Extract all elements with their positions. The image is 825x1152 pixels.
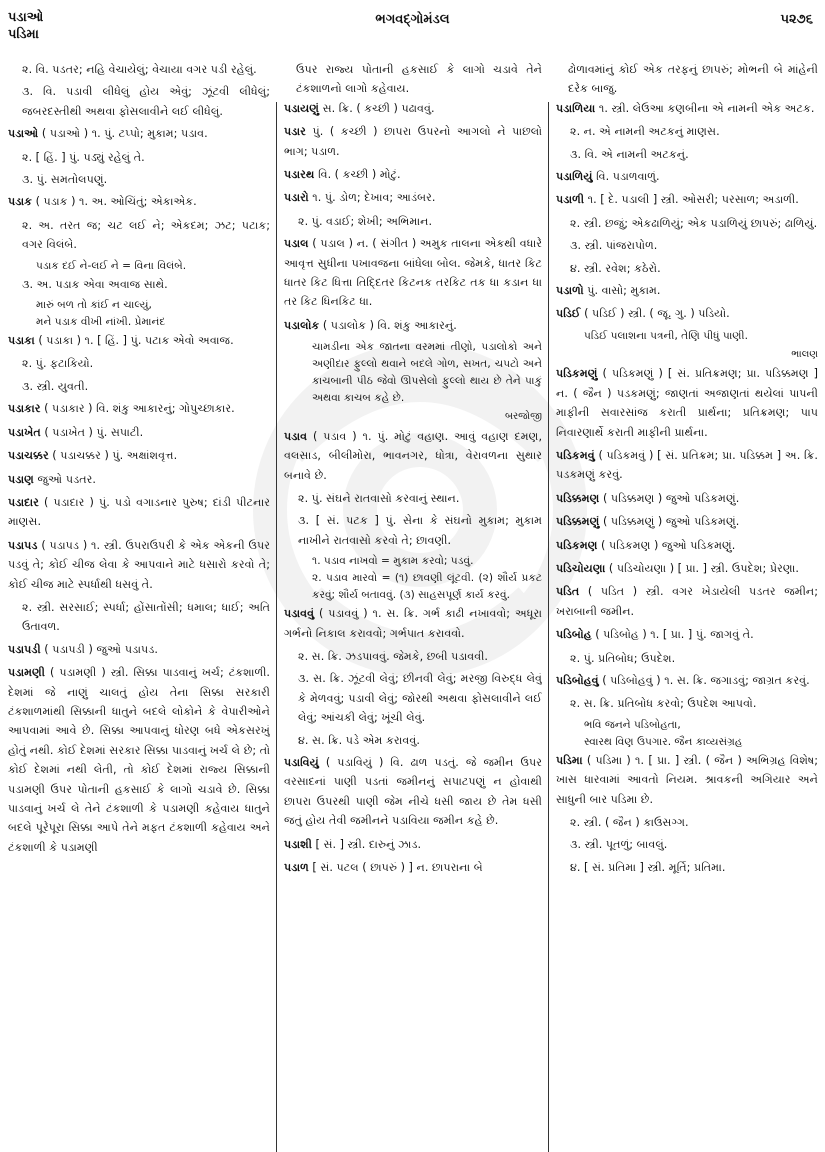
dictionary-entry <box>556 751 818 809</box>
headword: પડિકમવું <box>556 448 595 462</box>
definition: ( પડિત ) સ્ત્રી. વગર ખેડાયેલી પડતર જમીન; ખરાબાની જમીન. <box>556 585 818 618</box>
headword: પડિકમણું <box>556 367 598 381</box>
headword: પડારો <box>284 191 309 205</box>
sense-definition: ૨. વિ. પડતર; નહિ વેચાયેલું; વેચાયા વગર પડી રહેલું. <box>22 63 257 76</box>
headword: પડિબોહ <box>556 628 592 642</box>
dictionary-entry <box>556 625 818 644</box>
definition: વિ. પડાળવાળું. <box>592 170 660 184</box>
dictionary-entry <box>556 559 818 578</box>
dictionary-title: ભગવદ્ગોમંડલ <box>375 12 450 27</box>
dictionary-entry <box>556 364 818 442</box>
dictionary-entry <box>8 423 270 442</box>
sense-definition: ૩. સ. ક્રિ. ઝૂંટવી લેવું; છીનવી લેવું; મરજી વિરુદ્ધ લેવું કે મેળવવું; પડાવી લેવું; જોરથી અથવા ફોસલાવીને લઈ લેવું; આંચકી લેવું; ખૂંચી લેવું. <box>298 672 542 725</box>
definition: પું. વાસો; મુકામ. <box>583 284 661 298</box>
headword: પડાશી <box>284 837 312 851</box>
usage-quote: સ્વારથ વિણ ઉપગાર. જૈન કાવ્યસંગ્રહ <box>584 735 743 748</box>
sense-definition: ૩. સ્ત્રી. પાંજરાપોળ. <box>570 239 658 253</box>
definition: ( પડાપડ ) ૧. સ્ત્રી. ઉપરાઉપરી કે એક એકની ઉપર પડવું તે; કોઈ ચીજ લેવા કે આપવાને માટે ધસારો કરવો તે; કોઈ ચીજ માટે સ્પર્ધાથી ધસવું તે. <box>8 538 270 591</box>
dictionary-entry <box>284 234 542 312</box>
usage-quote: ૧. પડાવ નાખવો = મુકામ કરવો; પડવું. <box>312 555 474 568</box>
definition: ( પડાવવું ) ૧. સ. ક્રિ. ગર્ભ કાઢી નખાવવો; અધૂરા ગર્ભનો નિકાલ કરાવવો; ગર્ભપાત કરાવવો. <box>284 607 542 640</box>
sense-definition: ૨. સ્ત્રી. સરસાઈ; સ્પર્ધા; હોંસાતોંસી; ધમાલ; ધાઈ; અતિ ઉતાવળ. <box>22 600 270 634</box>
guide-word-last: પડિમા <box>8 27 39 42</box>
headword: પડાળો <box>556 284 584 298</box>
definition: ( પડાલ ) ન. ( સંગીત ) અમુક તાલના એકથી વધારે આવૃત્ત સુધીના પખાવજના બાંધેલા બોલ. જેમકે, ધાતર કિટ ધાતર કિટ ધિત્તા તિદ્દિતર કિટનક તરકિટ તક ધા કડાન ધા તર કિટ ધિનકિટ ધા. <box>284 237 542 309</box>
headword: પડાલોક <box>284 318 320 332</box>
dictionary-entry <box>8 663 270 857</box>
definition: ( પડિક્કમણું ) જુઓ પડિકમણું. <box>599 515 740 529</box>
headword: પડિત <box>556 585 580 599</box>
definition: [ સં. ] સ્ત્રી. દારુનું ઝાડ. <box>311 837 422 851</box>
sense-definition: ૪. સ. ક્રિ. પડે એમ કરાવવું. <box>298 733 420 747</box>
dictionary-entry <box>284 188 542 207</box>
dictionary-entry <box>284 604 542 643</box>
usage-quote: મને પડાક વીખી નાંખી. પ્રેમાનંદ <box>36 316 166 329</box>
definition: ( પડિક્કમણ ) જુઓ પડિકમણું. <box>599 491 740 505</box>
column-divider <box>276 102 277 1152</box>
headword: પડિઈ <box>556 307 581 321</box>
dictionary-entry <box>556 304 818 323</box>
headword: પડાવ <box>284 429 308 443</box>
sense-definition: ૨. ન. એ નામની અટકનું માણસ. <box>570 125 720 139</box>
definition: ( પડિમા ) ૧. [ પ્રા. ] સ્ત્રી. ( જૈન ) અભિગ્રહ વિશેષ; ખાસ ધારવામાં આવતો નિયમ. શ્રાવકની અગિયાર અને સાધુની બાર પડિમા છે. <box>556 753 818 806</box>
dictionary-entry <box>8 446 270 465</box>
dictionary-entry <box>8 536 270 594</box>
dictionary-entry <box>284 165 542 184</box>
dictionary-entry <box>8 640 270 659</box>
dictionary-entry <box>556 281 818 300</box>
headword: પડાદાર <box>8 495 39 509</box>
sense-definition: ૨. સ્ત્રી. ( જૈન ) કાઉસગ્ગ. <box>570 816 689 829</box>
column-1 <box>8 60 270 1100</box>
headword: પડારથ <box>284 168 315 182</box>
headword: પડિચોયણા <box>556 561 606 575</box>
page-header <box>0 0 825 50</box>
definition: ( પડાચક્કર ) પું. અક્ષાંશવૃત્ત. <box>48 449 178 463</box>
definition: ( પડાવ ) ૧. પું. મોટું વહાણ. આવું વહાણ દમણ, વલસાડ, બીલીમોરા, ભાવનગર, ધોત્રા, વેરાવળના સુથાર બનાવે છે. <box>284 429 542 482</box>
definition: ( પડામણી ) સ્ત્રી. સિક્કા પાડવાનું ખર્ચ; ટંકશાળી. દેશમાં જે નાણું ચાલતું હોય તેના સિક્કા સરકારી ટંકશાળમાંથી સિક્કાની ધાતુને બદલે લોકોને કે વેપારીઓને આપવામાં આવે છે. સિક્કા આપવાનું ધોરણ બધે એકસરખું હોતું નથી. કોઈ દેશમાં સરકાર સિક્કા પાડવાનું ખર્ચ લે છે; તો કોઈ દેશમાં નથી લેતી, તો કોઈ દેશમાં રાજ્ય સિક્કાની પડામણી ઉપર પોતાની હકસાઈ કે લાગો ચડાવે છે. સિક્કા પાડવાનું ખર્ચ લે તેને ટંકશાળી કે પડામણી કહેવાય ધાતુને બદલે પૂરેપૂરા સિક્કા આપે તેને મફત ટંકશાળી કહેવાય અને ટંકશાળી કે પડામણી <box>8 666 270 854</box>
definition: ( પડિચોયણા ) [ પ્રા. ] સ્ત્રી. ઉપદેશ; પ્રેરણા. <box>605 561 799 575</box>
headword: પડિક્કમણ <box>556 491 600 505</box>
dictionary-entry <box>284 99 542 118</box>
sense-definition: ૨. સ. ક્રિ. ઝડપાવવું. જેમકે, છબી પડાવવી. <box>298 649 488 663</box>
quote-attribution: બરજોજી <box>504 411 542 423</box>
dictionary-entry <box>8 192 270 211</box>
sense-definition: ૪. સ્ત્રી. રવેશ; કઠેરો. <box>570 261 661 275</box>
usage-quote: પડાક દઈ ને-લઈ ને = વિના વિલંબે. <box>36 259 187 272</box>
definition: ( પડાકાર ) વિ. શંકુ આકારનું; ગોપુચ્છાકાર. <box>40 402 235 416</box>
sense-definition: ૩. અ. પડાક એવા અવાજ સાથે. <box>22 277 168 291</box>
definition: વિ. ( કચ્છી ) મોટું. <box>314 168 401 182</box>
definition: જુઓ પડતર. <box>33 472 96 486</box>
dictionary-entry <box>284 427 542 485</box>
dictionary-entry <box>284 316 542 335</box>
headword: પડામણી <box>8 666 45 680</box>
headword: પડાળિયું <box>556 170 593 184</box>
definition: ( પડાક ) ૧. અ. ઓચિંતું; એકાએક. <box>32 195 197 209</box>
definition: ૧. સ્ત્રી. લેઉઆ કણબીના એ નામની એક અટક. <box>595 101 815 115</box>
dictionary-entry <box>556 446 818 485</box>
headword: પડિકમણ <box>556 538 598 552</box>
dictionary-entry <box>8 493 270 532</box>
definition: ( પડિબોહ ) ૧. [ પ્રા. ] પું. જાગવું તે. <box>591 628 754 642</box>
usage-quote: મારું બળ તો કાંઈ ન ચાલ્યું, <box>36 299 152 312</box>
headword: પડાકા <box>8 334 35 348</box>
usage-quote: ૨. પડાવ મારવો = (૧) છાવણી લૂંટવી. (૨) શૌર્ય પ્રકટ કરવું; શૌર્ય બતાવવું. (૩) સાહસપૂર્ણ કાર્ય કરવું. <box>312 572 542 602</box>
page-number: ૫૨૭૬ <box>780 12 813 27</box>
headword: પડાપડી <box>8 642 41 656</box>
sense-definition: ૨. પું. ફટાકિયો. <box>22 357 94 371</box>
headword: પડાચક્કર <box>8 449 49 463</box>
column-2 <box>284 60 542 1100</box>
headword: પડાળી <box>556 193 585 207</box>
headword: પડાઓ <box>8 127 39 141</box>
dictionary-entry <box>8 331 270 350</box>
sense-definition: ૨. [ હિં. ] પું. પડ્યું રહેલું તે. <box>22 150 145 164</box>
quote-attribution: ભાલણ <box>791 348 818 360</box>
headword: પડાણ <box>8 472 34 486</box>
dictionary-entry <box>8 470 270 489</box>
sense-definition: ૩. સ્ત્રી. પૂતળું; બાવલું. <box>570 838 668 852</box>
usage-quote: ભવિ જનને પડિબોહતા, <box>584 718 681 731</box>
sense-definition: ૩. [ સં. પટક ] પું. સેના કે સંઘનો મુકામ; મુકામ નાખીને રાતવાસો કરવો તે; છાવણી. <box>298 514 542 547</box>
dictionary-entry <box>284 122 542 161</box>
dictionary-entry <box>556 582 818 621</box>
definition: [ સં. પટલ ( છાપરું ) ] ન. છાપરાના બે <box>308 861 483 874</box>
sense-definition: ૨. સ્ત્રી. છજું; એકઢાળિયું; એક પડાળિયું છાપરું; ઢાળિયું. <box>570 216 818 230</box>
headword: પડાવવું <box>284 607 315 621</box>
sense-definition: ૩. પું. સમતોલપણું. <box>22 173 108 187</box>
usage-quote: ચામડીના એક જાતના વરમમાં તીણો, પડાલોકો અને અણીદાર ફુલ્લો થવાને બદલે ગોળ, સખત, ચપટો અને કાચબાની પીઠ જેવો ઊપસેલો ફુલ્લો થાય છે તેને પાકું અથવા કાચબ કહે છે. <box>312 341 542 405</box>
definition: ( પડાકા ) ૧. [ હિં. ] પું. પટાક એવો અવાજ. <box>34 334 234 348</box>
headword: પડિબોહવું <box>556 673 599 687</box>
definition: પું. ( કચ્છી ) છાપરા ઉપરનો આગલો ને પાછલો ભાગ; પડાળ. <box>284 125 542 158</box>
definition: ( પડાદાર ) પું. પડો વગાડનાર પુરુષ; દાંડી પીટનાર માણસ. <box>8 495 270 529</box>
dictionary-entry <box>284 858 542 877</box>
definition: ( પડિકમણું ) [ સં. પ્રતિક્રમણ; પ્રા. પડિક્કમણ ] ન. ( જૈન ) પડકમણું; જાણતાં અજાણતાં થયેલાં પાપની માફીની સવારસાંજ કરાતી પ્રાર્થના; પ્રતિક્રમણ; પાપ નિવારણાર્થે કરાતી માફીની પ્રાર્થના. <box>556 367 818 439</box>
definition: સ. ક્રિ. ( કચ્છી ) પઢાવવું. <box>319 101 435 115</box>
definition: ( પડિબોહવું ) ૧. સ. ક્રિ. જગાડવું; જાગ્રત કરવું. <box>598 673 810 687</box>
dictionary-entry <box>556 167 818 186</box>
dictionary-entry <box>556 512 818 531</box>
definition: ( પડાખેત ) પું. સપાટી. <box>40 425 144 439</box>
definition: ૧. પું. ડોળ; દેખાવ; આડંબર. <box>308 191 436 205</box>
dictionary-entry <box>284 753 542 831</box>
sense-definition: ૨. પું. વડાઈ; શેખી; અભિમાન. <box>298 214 433 228</box>
dictionary-entry <box>8 399 270 418</box>
dictionary-entry <box>556 671 818 690</box>
dictionary-entry <box>556 489 818 508</box>
definition: ( પડાઓ ) ૧. પું. ટપ્પો; મુકામ; પડાવ. <box>38 127 208 141</box>
headword: પડાપડ <box>8 538 38 552</box>
definition: ( પડાપડી ) જુઓ પડાપડ. <box>40 642 158 656</box>
dictionary-entry <box>8 124 270 143</box>
continued-text: ઢોળાવમાંનું કોઈ એક તરફનું છાપરું; મોભની બે માંહેની દરેક બાજુ. <box>568 63 818 96</box>
sense-definition: ૪. [ સં. પ્રતિમા ] સ્ત્રી. મૂર્તિ; પ્રતિમા. <box>570 860 726 874</box>
definition: ( પડિકમણ ) જુઓ પડિકમણું. <box>597 538 736 552</box>
sense-definition: ૩. વિ. પડાવી લીધેલું હોય એવું; ઝૂંટવી લીધેલું; જબરદસ્તીથી અથવા ફોસલાવીને લઈ લીધેલું. <box>22 85 270 118</box>
headword: પડિમા <box>556 753 583 767</box>
sense-definition: ૩. સ્ત્રી. યુવતી. <box>22 379 89 393</box>
dictionary-entry <box>556 99 818 118</box>
sense-definition: ૨. પું. સંઘને રાતવાસો કરવાનું સ્થાન. <box>298 491 460 505</box>
dictionary-entry <box>284 835 542 854</box>
guide-word-first: પડાઓ <box>8 10 44 25</box>
column-divider <box>548 102 549 1152</box>
sense-definition: ૨. અ. તરત જ; ચટ લઈ ને; એકદમ; ઝટ; પટાક; વગર વિલંબે. <box>22 218 270 252</box>
definition: ( પડિઈ ) સ્ત્રી. ( જૂ. ગુ. ) પડિયો. <box>580 307 730 321</box>
headword: પડાળિયા <box>556 101 596 115</box>
column-3 <box>556 60 818 1100</box>
definition: ( પડિકમવું ) [ સં. પ્રતિક્રમ; પ્રા. પડિક્કમ ] અ. ક્રિ. પડકમણું કરવું. <box>556 448 818 482</box>
headword: પડાકાર <box>8 402 41 416</box>
headword: પડાવિયું <box>284 755 319 769</box>
dictionary-columns <box>0 60 825 1120</box>
headword: પડાળ <box>284 861 309 874</box>
definition: ( પડાલોક ) વિ. શંકુ આકારનું. <box>319 318 457 332</box>
headword: પડાર <box>284 125 306 139</box>
headword: પડાયણું <box>284 101 320 115</box>
headword: પડાક <box>8 195 33 209</box>
sense-definition: ૨. સ. ક્રિ. પ્રતિબોધ કરવો; ઉપદેશ આપવો. <box>570 697 757 711</box>
definition: ૧. [ દે. પડાલી ] સ્ત્રી. ઓસરી; પરસાળ; અડાળી. <box>584 193 799 207</box>
dictionary-entry <box>556 536 818 555</box>
headword: પડિક્કમણું <box>556 515 600 529</box>
sense-definition: ૩. વિ. એ નામની અટકનું. <box>570 147 689 161</box>
usage-quote: પડિઈ પલાશના પત્રની, તેણિ પીધું પાણી. <box>584 329 748 342</box>
headword: પડાખેત <box>8 425 41 439</box>
sense-definition: ૨. પું. પ્રતિબોધ; ઉપદેશ. <box>570 651 676 665</box>
dictionary-entry <box>556 190 818 209</box>
headword: પડાલ <box>284 237 309 251</box>
definition: ( પડાવિયું ) વિ. ઢાળ પડતું. જે જમીન ઉપર વરસાદનાં પાણી પડતાં જમીનનું સપાટપણું ન હોવાથી છાપરા ઉપરથી પાણી જેમ નીચે ધસી જાય છે તેમ ધસી જતું હોય તેવી જમીનને પડાવિયા જમીન કહે છે. <box>284 755 542 828</box>
continued-text: ઉપર રાજ્ય પોતાની હકસાઈ કે લાગો ચડાવે તેને ટંકશાળનો લાગો કહેવાય. <box>296 63 542 96</box>
